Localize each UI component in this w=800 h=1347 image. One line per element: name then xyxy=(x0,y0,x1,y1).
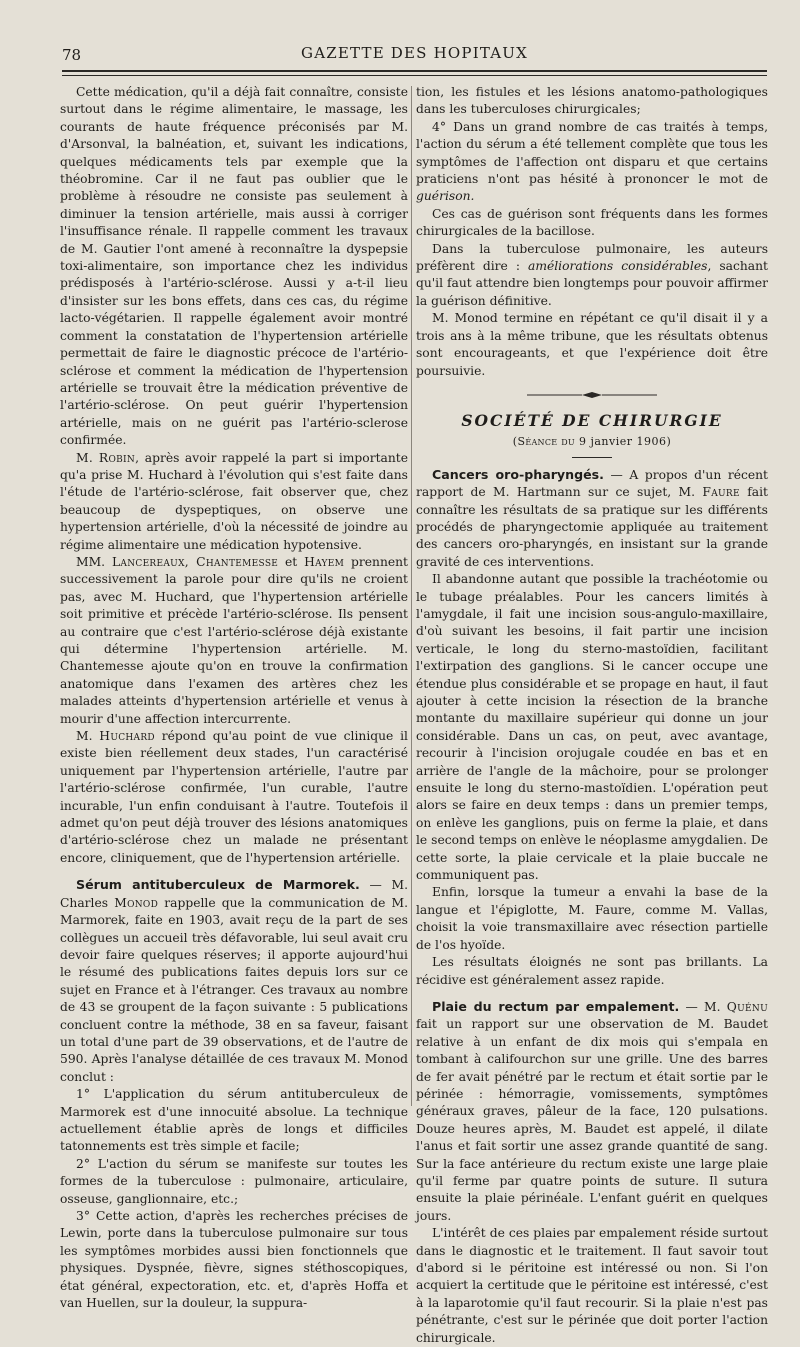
paragraph: 1° L'application du sérum antituberculeux de Marmorek est d'une innocuité absolue. La technique actuellement établie après de longs et difficiles tatonnements est très simple et facile; xyxy=(60,1087,408,1154)
author-name: Quénu xyxy=(726,999,768,1014)
paragraph: M. Monod termine en répétant ce qu'il disait il y a trois ans à la même tribune, que les résultats obtenus sont encourageants, et que l'expérience doit être poursuivie. xyxy=(416,311,768,378)
paragraph: Les résultats éloignés ne sont pas brillants. La récidive est généralement assez rapide. xyxy=(416,955,768,987)
paragraph: 4° Dans un grand nombre de cas traités à temps, l'action du sérum a été tellement complète que tous les symptômes de l'affection ont disparu et que certains praticiens n'ont pas hésité à prononcer le mot de guérison. xyxy=(416,119,768,204)
paragraph: Cette médication, qu'il a déjà fait connaître, consiste surtout dans le régime alimentaire, le massage, les courants de haute fréquence préconisés par M. d'Arsonval, la balnéation, et, suivant les indications, quelques médicaments tels par exemple que la théobromine. Car il ne faut pas oublier que le problème à résoudre ne consiste pas seulement à diminuer la tension artérielle, mais aussi à corriger l'insuffisance rénale. Il rappelle comment les travaux de M. Gautier l'ont amené à reconnaître la dyspepsie toxi-alimentaire, son importance chez les individus prédisposés à l'artério-sclérose. Aussi y a-t-il lieu d'insister sur les bons effets, dans ces cas, du régime lacto-végétarien. Il rappelle également avoir montré comment la constatation de l'hypertension artérielle permettait de faire le diagnostic précoce de l'artério-sclérose et comment la médication de l'hypertension artérielle se trouvait être la médication préventive de l'artério-sclérose. On peut guérir l'hypertension artérielle, mais on ne guérit pas l'artério-sclerose confirmée. xyxy=(60,85,408,448)
article-serum: Sérum antituberculeux de Marmorek. — M. Charles Monod rappelle que la communication de M. Marmorek, faite en 1903, avait reçu de la part de ses collègues un accueil très défavorable, lui seul avait cru devoir faire quelques réserves; il apporte aujourd'hui le résumé des publications faites depuis lors sur ce sujet en France et à l'étranger. Ces travaux au nombre de 43 se groupent de la façon suivante : 5 publications concluent contre la méthode, 38 en sa faveur, faisant un total d'une part de 39 observations, et de l'autre de 590. Après l'analyse détaillée de ces travaux M. Monod conclut : xyxy=(60,877,409,1084)
section-title: SOCIÉTÉ DE CHIRURGIE xyxy=(461,410,723,430)
author-name: Monod xyxy=(114,895,159,910)
running-title: GAZETTE DES HOPITAUX xyxy=(301,44,528,62)
paragraph: L'intérêt de ces plaies par empalement réside surtout dans le diagnostic et le traitement. Il faut savoir tout d'abord si le péritoine est intéressé ou non. Si l'on acquiert la certitude que le péritoine est intéressé, c'est à la laparotomie qu'il faut recourir. Si la plaie n'est pas pénétrante, c'est sur le périnée que doit porter l'action chirurgicale. xyxy=(416,1226,768,1345)
paragraph: 3° Cette action, d'après les recherches précises de Lewin, porte dans la tuberculose pulmonaire sur tous les symptômes morbides aussi bien fonctionnels que physiques. Dyspnée, fièvre, signes stéthoscopiques, état général, expectoration, etc. et, d'après Hoffa et van Huellen, sur la douleur, la suppura- xyxy=(60,1209,408,1311)
paragraph: 2° L'action du sérum se manifeste sur toutes les formes de la tuberculose : pulmonaire, articulaire, osseuse, ganglionnaire, etc.; xyxy=(60,1156,408,1206)
header-rule-thick xyxy=(62,70,767,72)
article-rectum: Plaie du rectum par empalement. — M. Quénu fait un rapport sur une observation de M. Baudet relative à un enfant de dix mois qui s'empala en tombant à califourchon sur une grille. Une des barres de fer avait pénétré par le rectum et était sortie par le périnée : hémorragie, vomissements, symptômes généraux graves, pâleur de la face, 120 pulsations. Douze heures après, M. Baudet est appelé, il dilate l'anus et fait sortir une assez grande quantité de sang. Sur la face antérieure du rectum existe une large plaie qu'il ferme par quatre points de suture. Il sutura ensuite la plaie périnéale. L'enfant guérit en quelques jours. xyxy=(416,998,768,1223)
article-heading: Plaie du rectum par empalement. xyxy=(432,998,680,1014)
session-date: (Séance du 9 janvier 1906) xyxy=(512,435,672,449)
page-header xyxy=(62,44,767,68)
short-rule xyxy=(572,457,612,458)
paragraph: M. Huchard répond qu'au point de vue clinique il existe bien réellement deux stades, l'un caractérisé uniquement par l'hypertension artérielle, l'autre par l'artério-sclérose confirmée, l'un curable, l'autre incurable, l'un enfin conduisant à l'autre. Toutefois il admet qu'on peut déjà trouver des lésions anatomiques d'artério-sclérose chez un malade ne présentant encore, cliniquement, que de l'hypertension artérielle. xyxy=(60,729,408,865)
article-cancers: Cancers oro-pharyngés. — A propos d'un récent rapport de M. Hartmann sur ce sujet, M. Faure fait connaître les résultats de sa pratique sur les différents procédés de pharyngectomie appliquée au traitement des cancers oro-pharyngés, en insistant sur la grande gravité de ces interventions. xyxy=(416,466,769,569)
column-divider xyxy=(411,86,412,1106)
author-name: Hayem xyxy=(304,554,345,569)
paragraph: Enfin, lorsque la tumeur a envahi la base de la langue et l'épiglotte, M. Faure, comme M. Vallas, choisit la voie transmaxillaire avec résection partielle de l'os hyoïde. xyxy=(416,885,768,952)
paragraph: Ces cas de guérison sont fréquents dans les formes chirurgicales de la bacillose. xyxy=(416,206,768,239)
header-rule-thin xyxy=(62,75,767,76)
author-name: Lancereaux, Chantemesse xyxy=(111,554,279,569)
ornament-divider-icon xyxy=(527,390,657,400)
paragraph: Dans la tuberculose pulmonaire, les auteurs préfèrent dire : améliorations considérables, sachant qu'il faut attendre bien longtemps pour pouvoir affirmer la guérison définitive. xyxy=(416,241,769,308)
left-column xyxy=(60,84,408,1312)
article-heading: Sérum antituberculeux de Marmorek. xyxy=(76,877,360,893)
paragraph: tion, les fistules et les lésions anatomo-pathologiques dans les tuberculoses chirurgicales; xyxy=(416,85,768,117)
article-heading: Cancers oro-pharyngés. xyxy=(432,466,604,482)
paragraph: Il abandonne autant que possible la trachéotomie ou le tubage préalables. Pour les cancers limités à l'amygdale, il fait une incision sous-angulo-maxillaire, d'où suivant les besoins, il fait partir une incision verticale, le long du sterno-mastoïdien, facilitant l'extirpation des ganglions. Si le cancer occupe une étendue plus considérable et se propage en haut, il faut ajouter à cette incision la résection de la branche montante du maxillaire supérieur qui donne un jour considérable. Dans un cas, on peut, avec avantage, recourir à l'incision orojugale coudée en bas et en arrière de l'angle de la mâchoire, pour se prolonger ensuite le long du sterno-mastoïdien. L'opération peut alors se faire en deux temps : dans un premier temps, on enlève les ganglions, puis on ferme la plaie, et dans le second temps on enlève le néoplasme amygdalien. De cette sorte, la plaie cervicale et la plaie buccale ne communiquent pas. xyxy=(416,572,768,883)
author-name: Faure xyxy=(702,485,740,500)
paragraph: M. Robin, après avoir rappelé la part si importante qu'a prise M. Huchard à l'évolution qui s'est faite dans l'étude de l'artério-sclérose, fait observer que, chez beaucoup de dyspeptiques, on observe une hypertension artérielle, d'où la nécessité de joindre au régime alimentaire une médication hypotensive. xyxy=(60,450,408,552)
right-column xyxy=(416,84,768,1347)
author-name: Huchard xyxy=(99,729,155,744)
author-name: M. Robin, xyxy=(76,450,140,465)
paragraph: MM. Lancereaux, Chantemesse et Hayem prennent successivement la parole pour dire qu'ils ne croient pas, avec M. Huchard, que l'hypertension artérielle soit primitive et précède l'artério-sclérose. Ils pensent au contraire que c'est l'artério-sclérose déjà existante qui détermine l'hypertension artérielle. M. Chantemesse ajoute qu'on en trouve la confirmation anatomique dans l'examen des artères chez les malades atteints d'hypertension artérielle et venus à mourir d'une affection intercurrente. xyxy=(60,554,408,726)
page-number: 78 xyxy=(62,46,82,64)
section-ornament xyxy=(416,384,768,406)
